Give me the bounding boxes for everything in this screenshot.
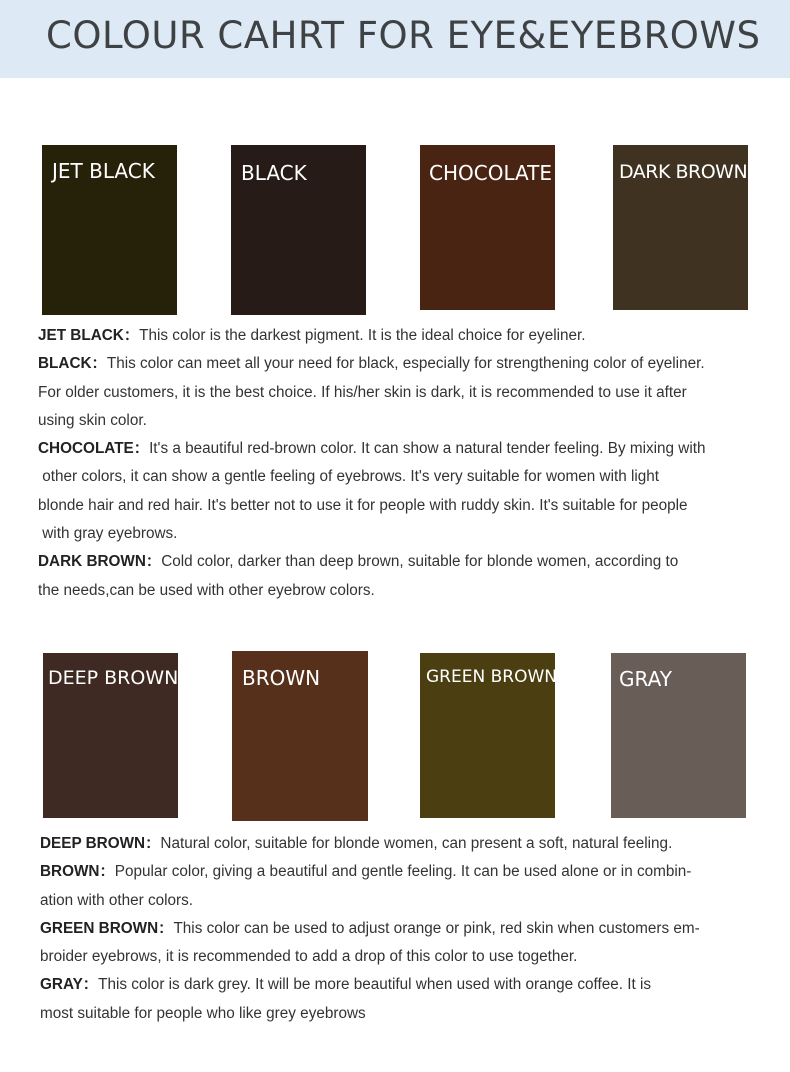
descriptions-row1 — [38, 322, 752, 605]
color-name: BLACK — [38, 355, 92, 373]
description-line: with gray eyebrows. — [38, 525, 178, 543]
color-description — [40, 858, 754, 915]
swatch-label: GREEN BROWN — [426, 667, 557, 687]
swatch-green-brown — [420, 653, 555, 818]
description-line: This color can be used to adjust orange or pink, red skin when customers em- — [173, 919, 700, 937]
color-description — [40, 915, 754, 972]
swatch-deep-brown — [43, 653, 178, 818]
description-line: Popular color, giving a beautiful and gentle feeling. It can be used alone or in combin- — [114, 863, 692, 881]
color-description — [38, 350, 752, 435]
description-line: other colors, it can show a gentle feeling of eyebrows. It's very suitable for women with light — [38, 468, 660, 486]
page-title: COLOUR CAHRT FOR EYE&EYEBROWS — [46, 14, 761, 57]
separator: ： — [145, 553, 162, 571]
color-description — [40, 830, 754, 858]
color-name: CHOCOLATE — [38, 440, 134, 458]
color-name: DEEP BROWN — [40, 835, 146, 852]
separator: ： — [91, 355, 107, 373]
description-line: For older customers, it is the best choice. If his/her skin is dark, it is recommended to use it after — [38, 383, 687, 401]
color-name: BROWN — [40, 863, 100, 881]
descriptions-row2 — [40, 830, 754, 1028]
description-line: broider eyebrows, it is recommended to add a drop of this color to use together. — [40, 948, 578, 966]
title-banner — [0, 0, 790, 78]
color-description — [38, 322, 752, 350]
swatch-label: DARK BROWN — [619, 161, 748, 183]
color-name: JET BLACK — [38, 327, 124, 344]
separator: ： — [99, 863, 115, 881]
swatch-black — [231, 145, 366, 315]
color-description — [38, 435, 752, 548]
color-description — [40, 971, 754, 1028]
color-name: DARK BROWN — [38, 553, 146, 571]
description-line: This color can meet all your need for black, especially for strengthening color of eyeliner. — [106, 355, 705, 373]
swatch-label: BROWN — [242, 666, 321, 690]
color-name: GREEN BROWN — [40, 919, 159, 937]
description-line: Cold color, darker than deep brown, suitable for blonde women, according to — [161, 553, 679, 571]
description-line: ation with other colors. — [40, 891, 194, 909]
description-line: This color is dark grey. It will be more beautiful when used with orange coffee. It is — [98, 976, 652, 994]
swatch-label: JET BLACK — [52, 159, 155, 183]
color-name: GRAY — [40, 976, 83, 994]
swatch-gray — [611, 653, 746, 818]
separator: ： — [82, 976, 99, 994]
swatch-brown — [232, 651, 368, 821]
separator: ： — [133, 440, 150, 458]
description-line: Natural color, suitable for blonde women, can present a soft, natural feeling. — [160, 835, 673, 852]
swatch-label: GRAY — [619, 667, 672, 691]
swatch-dark-brown — [613, 145, 748, 310]
swatch-jet-black — [42, 145, 177, 315]
description-line: This color is the darkest pigment. It is the ideal choice for eyeliner. — [139, 327, 586, 344]
description-line: the needs,can be used with other eyebrow colors. — [38, 581, 375, 599]
separator: ： — [158, 919, 174, 937]
swatch-label: DEEP BROWN — [48, 667, 179, 689]
swatch-label: BLACK — [241, 161, 307, 185]
description-line: It's a beautiful red-brown color. It can show a natural tender feeling. By mixing with — [149, 440, 706, 458]
description-line: most suitable for people who like grey eyebrows — [40, 1004, 366, 1022]
swatch-label: CHOCOLATE — [429, 161, 553, 185]
color-description — [38, 548, 752, 605]
separator: ： — [145, 835, 161, 852]
swatch-chocolate — [420, 145, 555, 310]
description-line: using skin color. — [38, 411, 147, 429]
description-line: blonde hair and red hair. It's better not to use it for people with ruddy skin. It's suitable for people — [38, 496, 688, 514]
separator: ： — [123, 327, 140, 344]
